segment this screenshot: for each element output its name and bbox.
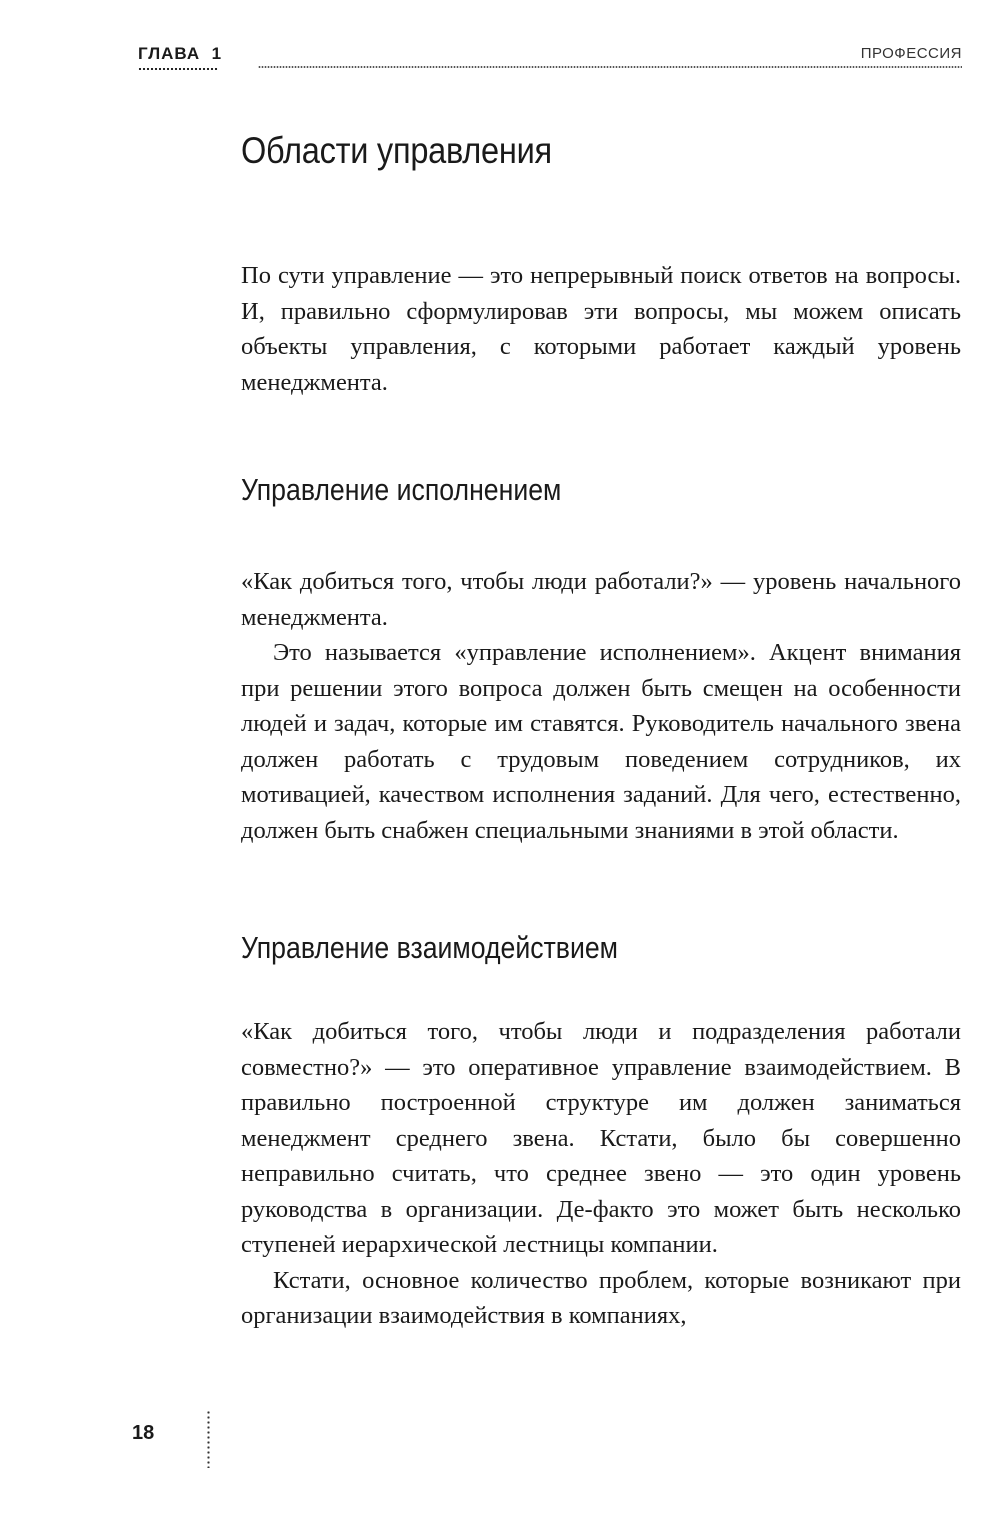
chapter-dots-divider	[138, 68, 218, 70]
page-content	[241, 120, 961, 1334]
page-number-dots	[207, 1410, 210, 1468]
interaction-paragraph-1: «Как добиться того, чтобы люди и подразделения работали совместно?» — это оперативное управление взаимодействием. В правильно построенной структуре им должен заниматься менеджмент среднего звена. Кстати, было бы совершенно неправильно считать, что среднее звено — это один уровень руководства в организации. Де-факто это может быть несколько ступеней иерархической лестницы компании.	[241, 1018, 961, 1258]
chapter-label: ГЛАВА 1	[138, 44, 223, 63]
section-heading-interaction: Управление взаимодействием	[241, 930, 619, 965]
running-head-section: ПРОФЕССИЯ	[860, 45, 962, 62]
execution-paragraph-2: Это называется «управление исполнением». Акцент внимания при решении этого вопроса должен быть смещен на особенности людей и задач, которые им ставятся. Руководитель начального звена должен работать с трудовым поведением сотрудников, их мотивацией, качеством исполнения заданий. Для чего, естественно, должен быть снабжен специальными знаниями в этой области.	[241, 639, 961, 844]
page-title: Области управления	[241, 130, 552, 171]
running-head-chapter	[138, 44, 222, 64]
interaction-paragraph-2: Кстати, основное количество проблем, которые возникают при организации взаимодействия в компаниях,	[241, 1266, 961, 1329]
page-number: 18	[132, 1422, 155, 1444]
section-heading-execution: Управление исполнением	[241, 472, 562, 507]
intro-paragraph: По сути управление — это непрерывный поиск ответов на вопросы. И, правильно сформулировав эти вопросы, мы можем описать объекты управления, с которыми работает каждый уровень менеджмента.	[241, 262, 961, 396]
execution-paragraph-1: «Как добиться того, чтобы люди работали?» — уровень начального менеджмента.	[241, 568, 961, 631]
running-head-rule	[258, 66, 962, 68]
